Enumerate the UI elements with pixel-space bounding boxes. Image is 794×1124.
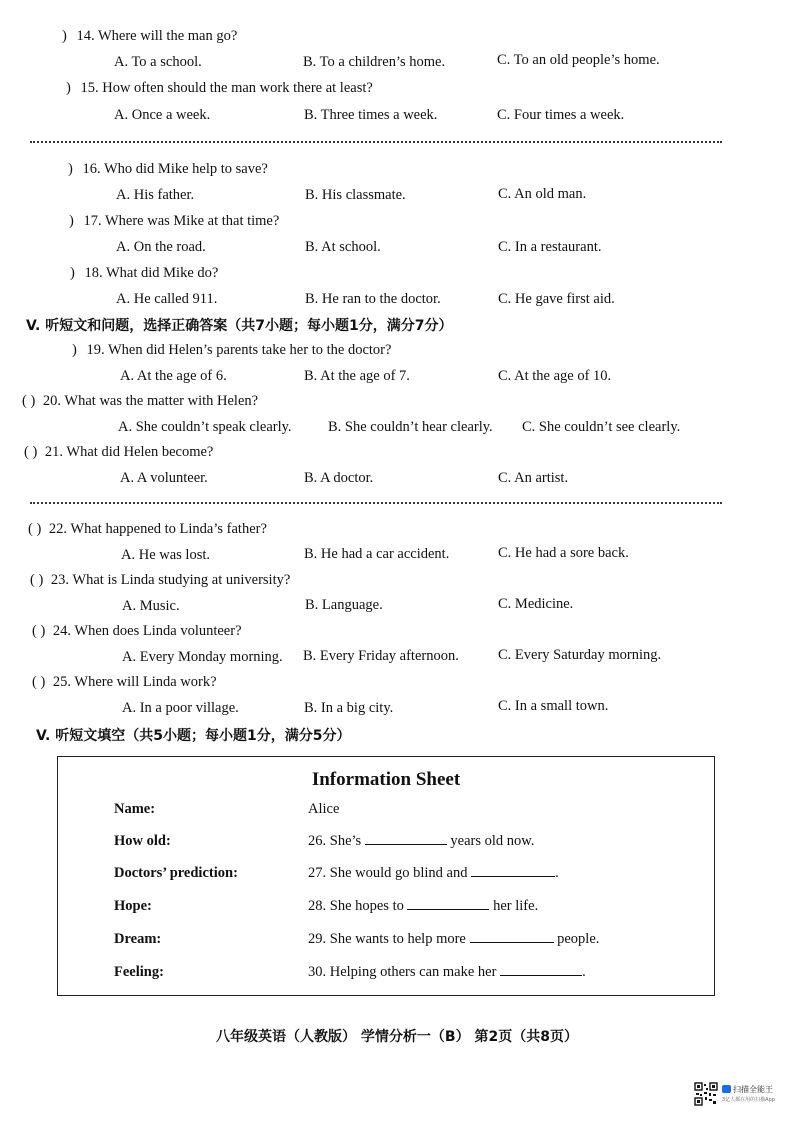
item-30-prefix: 30. Helping others can make her xyxy=(308,964,497,980)
option-a: A. Music. xyxy=(122,598,180,614)
row-value-how-old xyxy=(308,832,534,850)
option-c: C. An artist. xyxy=(498,470,569,486)
option-b: B. She couldn’t hear clearly. xyxy=(328,419,493,435)
row-label-feeling: Feeling: xyxy=(114,964,164,980)
question-19 xyxy=(72,342,391,359)
row-label-hope: Hope: xyxy=(114,898,152,914)
scanner-subtitle: 3亿人都在用的扫描App xyxy=(722,1097,775,1103)
answer-paren[interactable]: ( ) xyxy=(24,444,38,460)
answer-paren[interactable]: ( ) xyxy=(32,674,46,690)
scanner-logo-icon xyxy=(722,1085,731,1093)
question-number: 14. xyxy=(76,28,95,44)
answer-paren[interactable]: ( ) xyxy=(22,393,36,409)
item-28-suffix: her life. xyxy=(493,898,539,914)
question-15 xyxy=(66,80,373,97)
answer-paren[interactable]: ( ) xyxy=(32,623,46,639)
answer-paren[interactable]: ) xyxy=(66,80,71,96)
question-number: 17. xyxy=(83,213,102,229)
option-a: A. He called 911. xyxy=(116,291,218,307)
option-b: B. Every Friday afternoon. xyxy=(303,648,459,664)
question-18 xyxy=(70,265,218,282)
question-number: 20. xyxy=(42,393,62,409)
question-24 xyxy=(32,623,242,640)
option-c: C. To an old people’s home. xyxy=(497,52,660,68)
answer-paren[interactable]: ) xyxy=(62,28,67,44)
question-16 xyxy=(68,161,268,178)
question-20 xyxy=(22,393,258,410)
item-27-suffix: . xyxy=(555,865,559,881)
question-21 xyxy=(24,444,213,461)
question-14 xyxy=(62,28,237,45)
item-27-prefix: 27. She would go blind and xyxy=(308,865,468,881)
question-number: 15. xyxy=(80,80,99,96)
question-number: 19. xyxy=(86,342,105,358)
question-22 xyxy=(28,521,267,538)
question-number: 24. xyxy=(52,623,72,639)
option-b: B. He ran to the doctor. xyxy=(305,291,441,307)
row-value-prediction[interactable] xyxy=(308,864,559,882)
option-b: B. A doctor. xyxy=(304,470,374,486)
option-b: B. To a children’s home. xyxy=(303,54,446,70)
item-28-prefix: 28. She hopes to xyxy=(308,898,404,914)
question-text: What did Mike do? xyxy=(105,265,219,281)
option-c: C. An old man. xyxy=(498,186,587,202)
option-b: B. His classmate. xyxy=(305,187,406,203)
option-b: B. In a big city. xyxy=(304,700,394,716)
question-text: What was the matter with Helen? xyxy=(64,393,259,409)
question-number: 25. xyxy=(52,674,72,690)
option-a: A. To a school. xyxy=(114,54,202,70)
answer-blank-29[interactable] xyxy=(470,930,554,943)
answer-paren[interactable]: ) xyxy=(70,265,75,281)
option-a: A. On the road. xyxy=(116,239,206,255)
question-text: What happened to Linda’s father? xyxy=(70,521,267,537)
option-b: B. At the age of 7. xyxy=(304,368,410,384)
option-c: C. In a small town. xyxy=(498,698,609,714)
option-a: A. A volunteer. xyxy=(120,470,208,486)
item-29-prefix: 29. She wants to help more xyxy=(308,931,466,947)
option-c: C. She couldn’t see clearly. xyxy=(522,419,681,435)
row-value-name: Alice xyxy=(308,801,340,817)
option-b: B. He had a car accident. xyxy=(304,546,450,562)
option-b: B. At school. xyxy=(305,239,381,255)
option-a: A. He was lost. xyxy=(121,547,211,563)
question-17 xyxy=(69,213,279,230)
option-c: C. In a restaurant. xyxy=(498,239,602,255)
option-a: A. Once a week. xyxy=(114,107,211,123)
option-b: B. Three times a week. xyxy=(304,107,438,123)
option-a: A. At the age of 6. xyxy=(120,368,227,384)
row-label-dream: Dream: xyxy=(114,931,162,947)
information-sheet-title: Information Sheet xyxy=(311,769,461,790)
question-number: 21. xyxy=(44,444,64,460)
section-divider xyxy=(30,141,722,143)
question-number: 16. xyxy=(82,161,101,177)
option-c: C. He gave first aid. xyxy=(498,291,615,307)
qr-code-icon xyxy=(694,1082,718,1106)
answer-paren[interactable]: ) xyxy=(69,213,74,229)
answer-paren[interactable]: ( ) xyxy=(28,521,42,537)
item-26-prefix: 26. She’s xyxy=(308,833,362,849)
question-text: When does Linda volunteer? xyxy=(74,623,242,639)
question-text: Where will the man go? xyxy=(97,28,238,44)
item-26-suffix: years old now. xyxy=(450,833,535,849)
row-value-feeling xyxy=(308,963,586,981)
row-label-prediction: Doctors’ prediction: xyxy=(114,865,238,881)
question-23 xyxy=(30,572,290,589)
answer-paren[interactable]: ( ) xyxy=(30,572,44,588)
option-c: C. Every Saturday morning. xyxy=(498,647,662,663)
row-label-name: Name: xyxy=(114,801,156,817)
question-text: When did Helen’s parents take her to the doctor? xyxy=(107,342,392,358)
answer-paren[interactable]: ) xyxy=(72,342,77,358)
answer-blank-28[interactable] xyxy=(407,897,489,910)
section-heading-listen-choose: V. 听短文和问题，选择正确答案（共7小题；每小题1分，满分7分） xyxy=(26,318,453,334)
question-text: What is Linda studying at university? xyxy=(72,572,291,588)
option-c: C. Four times a week. xyxy=(497,107,625,123)
answer-blank-27[interactable] xyxy=(471,864,555,877)
option-a: A. In a poor village. xyxy=(122,700,239,716)
row-value-hope xyxy=(308,897,538,915)
question-text: Where will Linda work? xyxy=(74,674,217,690)
question-25 xyxy=(32,674,217,691)
answer-blank-26[interactable] xyxy=(365,832,447,845)
answer-blank-30[interactable] xyxy=(500,963,582,976)
option-c: C. Medicine. xyxy=(498,596,574,612)
scanner-brand: 扫描全能王 xyxy=(722,1084,773,1095)
item-29-suffix: people. xyxy=(557,931,600,947)
option-c: C. At the age of 10. xyxy=(498,368,612,384)
scanner-watermark xyxy=(694,1082,782,1108)
question-number: 23. xyxy=(50,572,70,588)
question-text: Who did Mike help to save? xyxy=(103,161,268,177)
question-text: Where was Mike at that time? xyxy=(104,213,280,229)
question-text: What did Helen become? xyxy=(66,444,214,460)
option-c: C. He had a sore back. xyxy=(498,545,629,561)
page-footer: 八年级英语（人教版） 学情分析一（B） 第2页（共8页） xyxy=(216,1029,578,1045)
question-number: 22. xyxy=(48,521,68,537)
row-value-dream xyxy=(308,930,599,948)
information-sheet xyxy=(57,756,715,996)
answer-paren[interactable]: ) xyxy=(68,161,73,177)
option-a: A. His father. xyxy=(116,187,195,203)
option-a: A. Every Monday morning. xyxy=(122,649,283,665)
section-heading-listen-fill: V. 听短文填空（共5小题；每小题1分，满分5分） xyxy=(36,728,351,744)
question-number: 18. xyxy=(84,265,103,281)
row-label-how-old: How old: xyxy=(114,833,171,849)
section-divider xyxy=(30,502,722,504)
question-text: How often should the man work there at least? xyxy=(102,80,373,96)
item-30-suffix: . xyxy=(582,964,586,980)
option-b: B. Language. xyxy=(305,597,383,613)
option-a: A. She couldn’t speak clearly. xyxy=(118,419,292,435)
